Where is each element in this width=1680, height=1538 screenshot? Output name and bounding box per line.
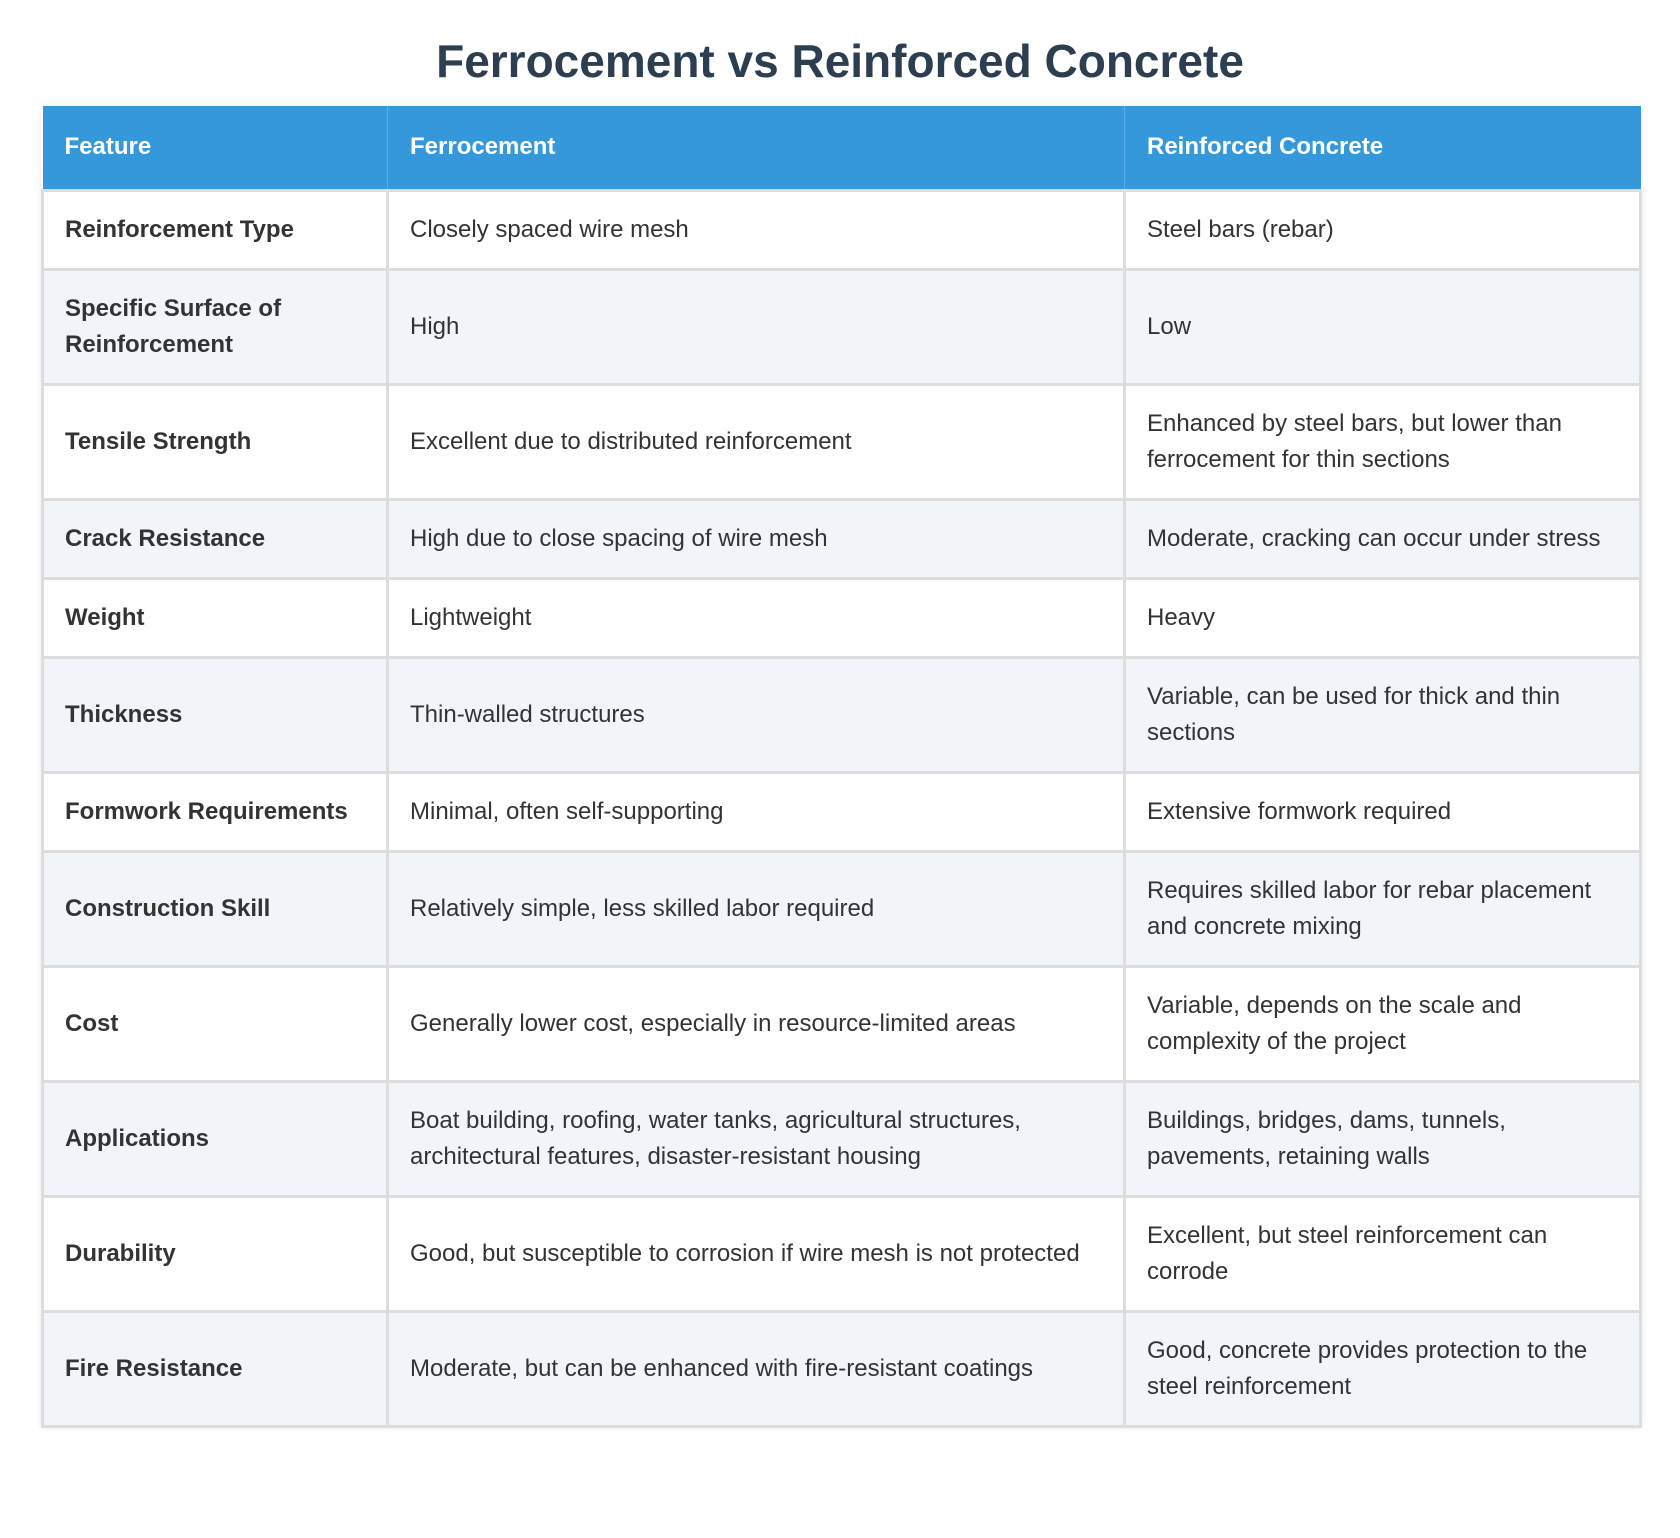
reinforced-concrete-cell: Moderate, cracking can occur under stress: [1125, 499, 1641, 578]
ferrocement-cell: Relatively simple, less skilled labor required: [388, 851, 1125, 966]
ferrocement-cell: Lightweight: [388, 578, 1125, 657]
page-title: Ferrocement vs Reinforced Concrete: [436, 35, 1244, 87]
ferrocement-cell: Excellent due to distributed reinforcement: [388, 384, 1125, 499]
header-ferrocement: Ferrocement: [388, 106, 1125, 190]
ferrocement-cell: Boat building, roofing, water tanks, agricultural structures, architectural features, disaster-resistant housing: [388, 1081, 1125, 1196]
comparison-table: [41, 106, 1642, 1428]
header-row: [43, 106, 1641, 190]
reinforced-concrete-cell: Variable, depends on the scale and complexity of the project: [1125, 966, 1641, 1081]
ferrocement-cell: High: [388, 269, 1125, 384]
reinforced-concrete-cell: Extensive formwork required: [1125, 772, 1641, 851]
table-row: [43, 1196, 1641, 1311]
table-row: [43, 772, 1641, 851]
ferrocement-cell: Minimal, often self-supporting: [388, 772, 1125, 851]
table-body: [43, 190, 1641, 1426]
feature-cell: Reinforcement Type: [43, 190, 388, 269]
feature-cell: Crack Resistance: [43, 499, 388, 578]
table-header: [43, 106, 1641, 190]
ferrocement-cell: High due to close spacing of wire mesh: [388, 499, 1125, 578]
feature-cell: Specific Surface of Reinforcement: [43, 269, 388, 384]
reinforced-concrete-cell: Low: [1125, 269, 1641, 384]
table-row: [43, 1081, 1641, 1196]
ferrocement-cell: Moderate, but can be enhanced with fire-resistant coatings: [388, 1311, 1125, 1426]
header-feature: Feature: [43, 106, 388, 190]
ferrocement-cell: Generally lower cost, especially in resource-limited areas: [388, 966, 1125, 1081]
reinforced-concrete-cell: Buildings, bridges, dams, tunnels, pavements, retaining walls: [1125, 1081, 1641, 1196]
feature-cell: Cost: [43, 966, 388, 1081]
table-row: [43, 657, 1641, 772]
feature-cell: Thickness: [43, 657, 388, 772]
table-row: [43, 190, 1641, 269]
feature-cell: Construction Skill: [43, 851, 388, 966]
reinforced-concrete-cell: Requires skilled labor for rebar placement and concrete mixing: [1125, 851, 1641, 966]
comparison-table-container: [41, 106, 1639, 1428]
reinforced-concrete-cell: Good, concrete provides protection to the steel reinforcement: [1125, 1311, 1641, 1426]
ferrocement-cell: Good, but susceptible to corrosion if wire mesh is not protected: [388, 1196, 1125, 1311]
feature-cell: Applications: [43, 1081, 388, 1196]
reinforced-concrete-cell: Excellent, but steel reinforcement can corrode: [1125, 1196, 1641, 1311]
reinforced-concrete-cell: Heavy: [1125, 578, 1641, 657]
table-row: [43, 851, 1641, 966]
reinforced-concrete-cell: Variable, can be used for thick and thin sections: [1125, 657, 1641, 772]
ferrocement-cell: Thin-walled structures: [388, 657, 1125, 772]
header-reinforced-concrete: Reinforced Concrete: [1125, 106, 1641, 190]
reinforced-concrete-cell: Steel bars (rebar): [1125, 190, 1641, 269]
feature-cell: Fire Resistance: [43, 1311, 388, 1426]
table-row: [43, 269, 1641, 384]
ferrocement-cell: Closely spaced wire mesh: [388, 190, 1125, 269]
table-row: [43, 384, 1641, 499]
feature-cell: Durability: [43, 1196, 388, 1311]
feature-cell: Tensile Strength: [43, 384, 388, 499]
reinforced-concrete-cell: Enhanced by steel bars, but lower than ferrocement for thin sections: [1125, 384, 1641, 499]
table-row: [43, 966, 1641, 1081]
feature-cell: Formwork Requirements: [43, 772, 388, 851]
table-row: [43, 1311, 1641, 1426]
table-row: [43, 499, 1641, 578]
table-row: [43, 578, 1641, 657]
feature-cell: Weight: [43, 578, 388, 657]
